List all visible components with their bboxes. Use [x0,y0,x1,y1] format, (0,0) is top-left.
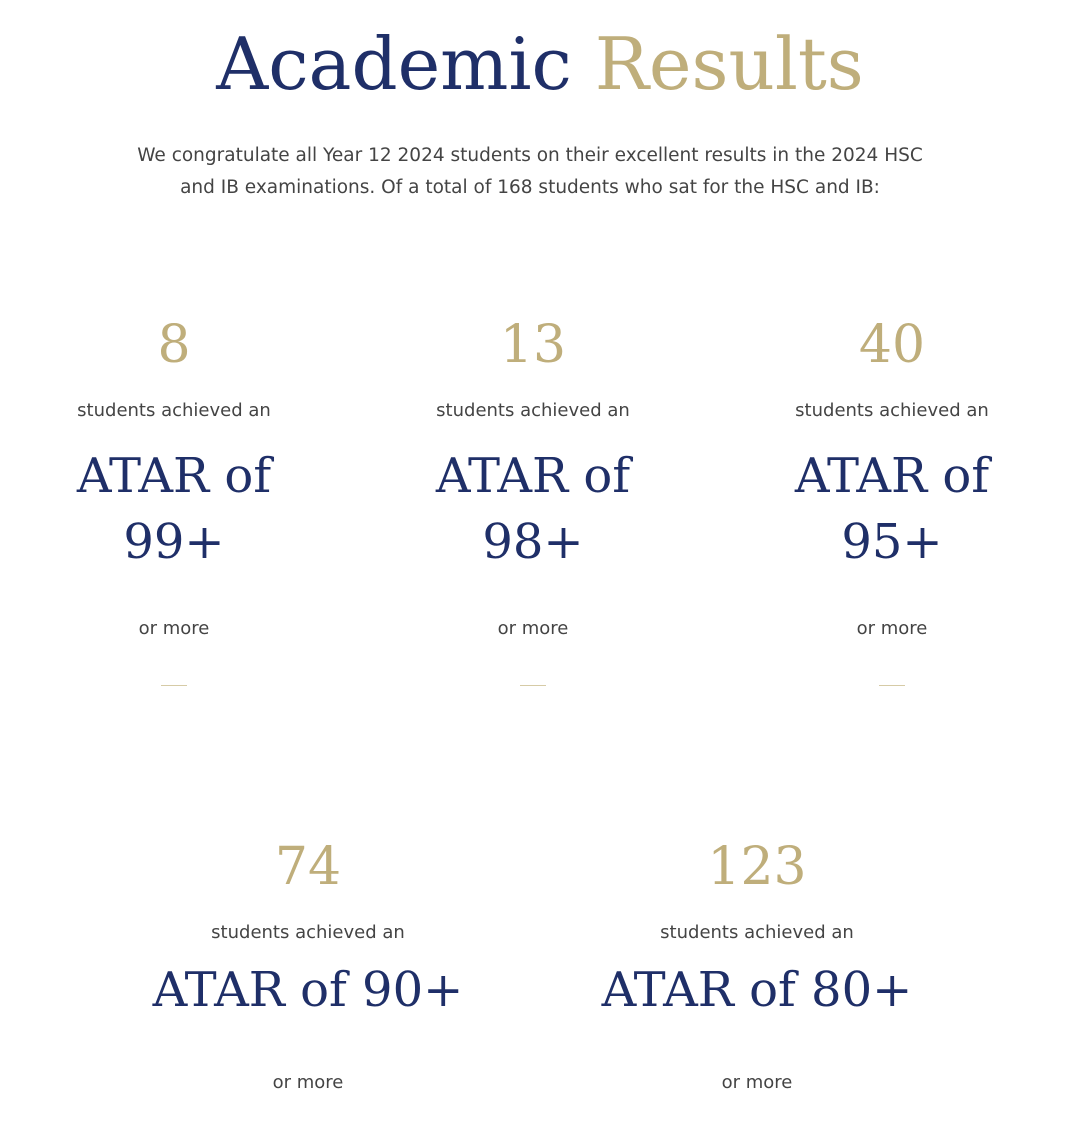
stat-suffix: or more [721,1072,793,1093]
intro-paragraph: We congratulate all Year 12 2024 students on their excellent results in the 2024 HSC and IB examinations. Of a total of 168 students who sat for the HSC and IB: [137,145,923,198]
stat-prefix: students achieved an [795,400,989,421]
stat-count: 8 [157,315,191,375]
stat-suffix: or more [272,1072,344,1093]
stat-prefix: students achieved an [436,400,630,421]
divider-dash [161,685,187,686]
stat-suffix: or more [856,618,928,639]
divider-dash [520,685,546,686]
divider-dash [879,685,905,686]
stat-card-95 [727,315,1057,715]
stat-suffix: or more [138,618,210,639]
stat-card-99 [9,315,339,715]
stat-prefix: students achieved an [660,922,854,943]
stat-atar: ATAR of 99+ [76,448,272,570]
title-part-academic: Academic [216,22,572,106]
stat-atar: ATAR of 90+ [152,962,464,1018]
stat-card-98 [368,315,698,715]
stat-count: 40 [858,315,926,375]
stat-atar: ATAR of 80+ [601,962,913,1018]
title-part-results: Results [594,22,864,106]
page-title [0,18,1080,110]
stat-card-80 [592,837,922,1117]
stat-atar: ATAR of 95+ [794,448,990,570]
stat-prefix: students achieved an [77,400,271,421]
stat-card-90 [143,837,473,1117]
stat-atar: ATAR of 98+ [435,448,631,570]
stat-count: 123 [707,837,807,897]
stat-count: 74 [274,837,342,897]
stat-prefix: students achieved an [211,922,405,943]
stat-count: 13 [499,315,567,375]
stat-suffix: or more [497,618,569,639]
